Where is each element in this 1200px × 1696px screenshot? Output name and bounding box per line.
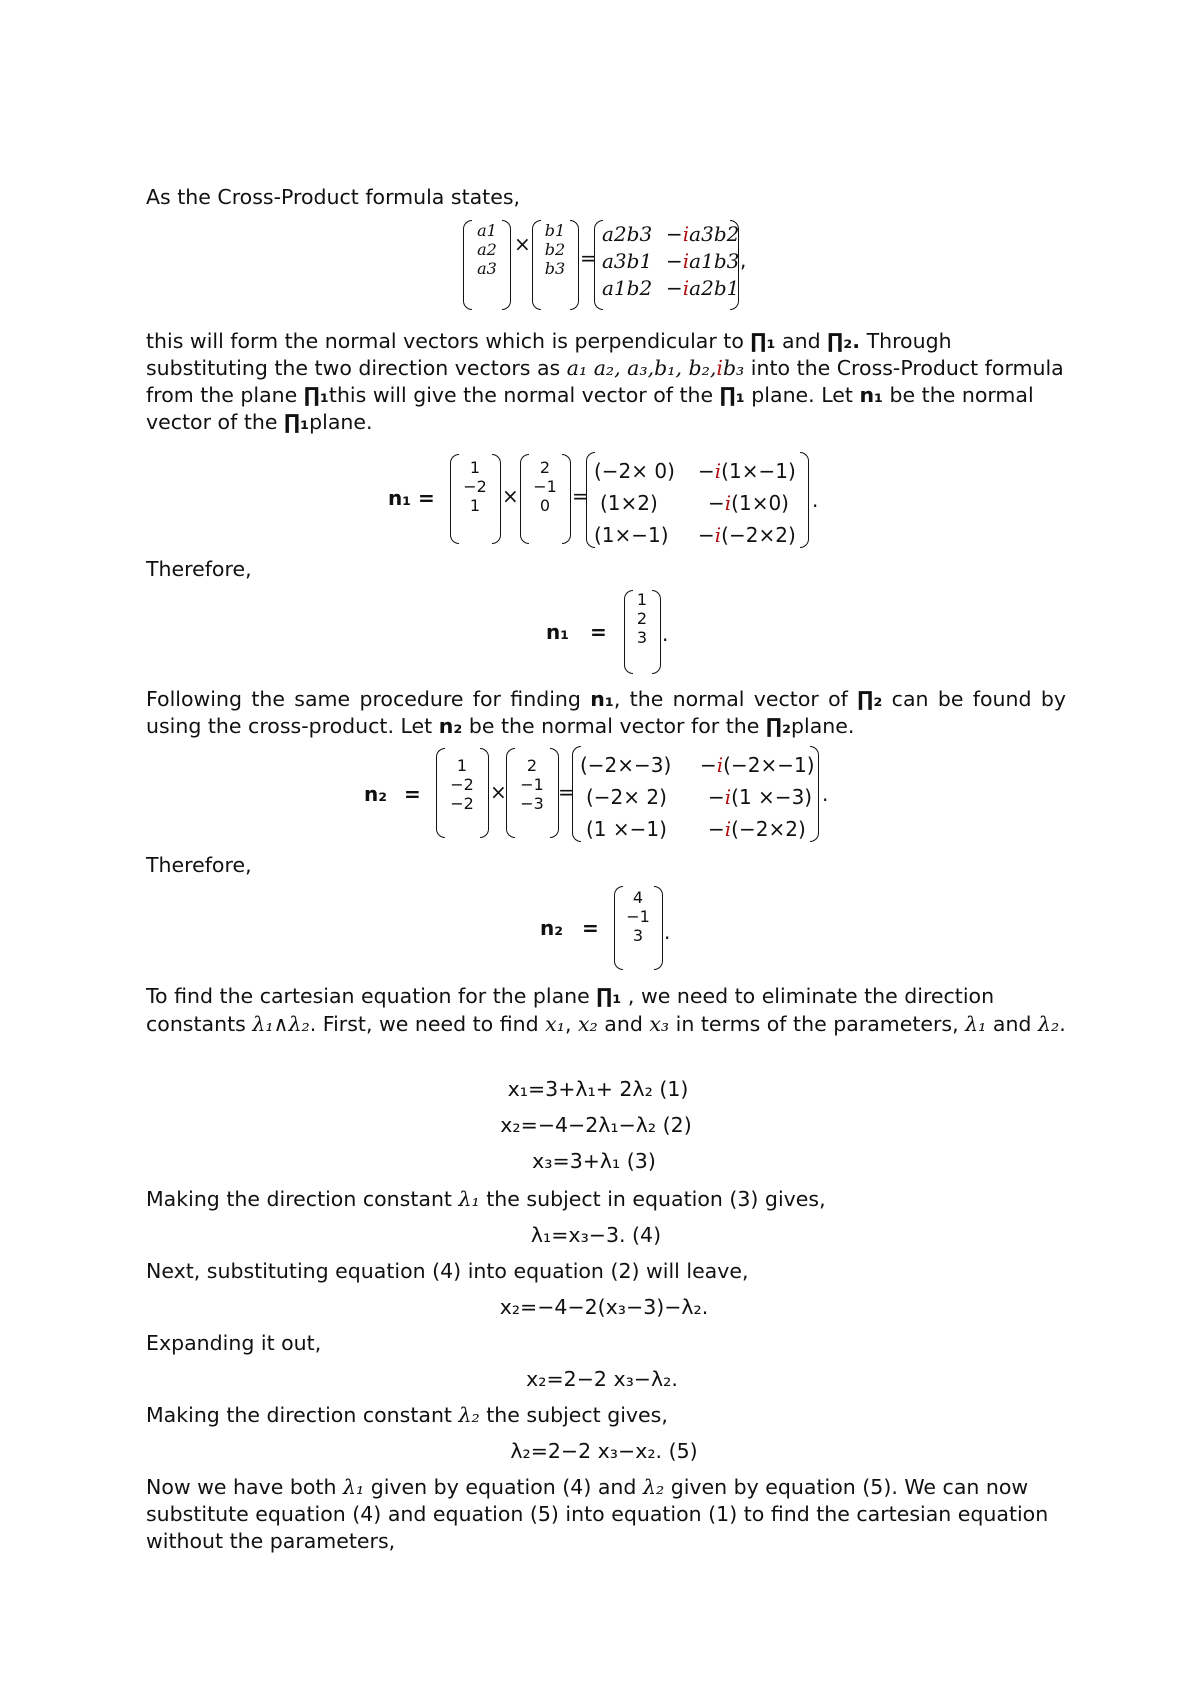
value: 1 [469, 458, 481, 477]
intro-text: As the Cross-Product formula states, [146, 185, 521, 209]
paragraph-lambda1-subject: Making the direction constant λ₁ the subject in equation (3) gives, [146, 1187, 826, 1211]
right-paren [652, 590, 661, 674]
n1-vector [630, 590, 654, 647]
trailing-period: . [812, 488, 819, 512]
value: 3 [632, 926, 644, 945]
result-vector [602, 221, 772, 302]
n1-result-vector [594, 455, 814, 551]
cross-product-formula [460, 218, 760, 318]
therefore-text: Therefore, [146, 853, 252, 877]
equals-symbol: = [580, 246, 597, 270]
vector-a [470, 221, 504, 278]
value: 2 [539, 458, 551, 477]
value: −1 [520, 775, 544, 794]
value: 2 [526, 756, 538, 775]
result-row: (−2×−3) −i(−2×−1) [580, 753, 815, 777]
equals-symbol: = [572, 484, 589, 508]
paragraph-substitute: Next, substituting equation (4) into equation (2) will leave, [146, 1259, 749, 1283]
equation-3: x₃=3+λ₁ (3) [532, 1149, 656, 1173]
equation-5: x₂=−4−2(x₃−3)−λ₂. [499, 1295, 709, 1319]
paragraph-same-procedure: Following the same procedure for finding n₁, the normal vector of ∏₂ can be found by using the cross-product. Let n₂ be the normal vector for the ∏₂plane. [146, 687, 1067, 738]
right-paren [570, 220, 579, 310]
n1-cross-product [388, 452, 828, 552]
value: 3 [636, 628, 648, 647]
right-paren [480, 748, 489, 838]
n1-label: n₁ = [388, 486, 435, 510]
vector-1 [456, 458, 494, 515]
result-row: a3b1 −ia1b3 [602, 249, 740, 273]
times-symbol: × [514, 232, 531, 256]
value: 2 [636, 609, 648, 628]
vector-2 [512, 756, 552, 813]
right-paren [800, 452, 809, 548]
paragraph-cartesian-intro: To find the cartesian equation for the plane ∏₁ , we need to eliminate the direction constants λ₁∧λ₂. First, we need to find x₁, x₂ and x₃ in terms of the parameters, λ₁ and λ₂. [146, 984, 1066, 1036]
equation-2: x₂=−4−2λ₁−λ₂ (2) [500, 1113, 692, 1137]
value: 1 [456, 756, 468, 775]
right-paren [492, 454, 501, 544]
n2-vector [620, 888, 656, 945]
a3: a3 [477, 259, 497, 278]
trailing-comma: , [740, 248, 747, 272]
n2-result [540, 884, 700, 974]
paragraph-expanding: Expanding it out, [146, 1331, 322, 1355]
n1-label: n₁ [546, 620, 569, 644]
right-paren [654, 886, 663, 970]
n2-label: n₂ [364, 782, 387, 806]
trailing-period: . [662, 622, 669, 646]
equation-4: λ₁=x₃−3. (4) [530, 1223, 662, 1247]
value: −2 [450, 794, 474, 813]
value: 4 [632, 888, 644, 907]
b1: b1 [544, 221, 566, 240]
trailing-period: . [822, 782, 829, 806]
n1-result [546, 588, 686, 678]
result-row: a2b3 −ia3b2 [602, 222, 740, 246]
equals-symbol: = [590, 620, 607, 644]
value: −1 [533, 477, 557, 496]
n2-label: n₂ [540, 916, 563, 940]
result-row: (1×−1) −i(−2×2) [594, 523, 796, 547]
result-row: (−2× 0) −i(1×−1) [594, 459, 796, 483]
right-paren [730, 220, 739, 310]
trailing-period: . [664, 920, 671, 944]
vector-2 [526, 458, 564, 515]
therefore-text: Therefore, [146, 557, 252, 581]
right-paren [502, 220, 511, 310]
equals-symbol: = [404, 782, 421, 806]
value: 0 [539, 496, 551, 515]
result-row: (−2× 2) −i(1 ×−3) [586, 785, 813, 809]
result-row: (1×2) −i(1×0) [600, 491, 789, 515]
times-symbol: × [502, 484, 519, 508]
equals-symbol: = [558, 780, 575, 804]
a2: a2 [477, 240, 497, 259]
result-row: a1b2 −ia2b1 [602, 276, 740, 300]
value: −3 [520, 794, 544, 813]
equation-6: x₂=2−2 x₃−λ₂. [526, 1367, 678, 1391]
vector-b [538, 221, 572, 278]
value: 1 [469, 496, 481, 515]
n2-cross-product [364, 746, 844, 846]
value: 1 [636, 590, 648, 609]
vector-1 [442, 756, 482, 813]
b3: b3 [544, 259, 566, 278]
times-symbol: × [490, 780, 507, 804]
a1: a1 [477, 221, 497, 240]
value: −1 [626, 907, 650, 926]
value: −2 [463, 477, 487, 496]
equation-1: x₁=3+λ₁+ 2λ₂ (1) [507, 1077, 689, 1101]
paragraph-lambda2-subject: Making the direction constant λ₂ the subject gives, [146, 1403, 668, 1427]
right-paren [810, 746, 819, 842]
paragraph-perpendicular: this will form the normal vectors which is perpendicular to ∏₁ and ∏₂. Through substituting the two direction vectors as a₁ a₂, a₃,b₁, b₂,ib₃ into the Cross-Product formula from the plane ∏₁this will give the normal vector of the ∏₁ plane. Let n₁ be the normal vector of the ∏₁plane. [146, 329, 1064, 434]
right-paren [562, 454, 571, 544]
n2-result-vector [580, 749, 820, 845]
equals-symbol: = [582, 916, 599, 940]
b2: b2 [544, 240, 566, 259]
result-row: (1 ×−1) −i(−2×2) [586, 817, 806, 841]
value: −2 [450, 775, 474, 794]
paragraph-now-we-have: Now we have both λ₁ given by equation (4) and λ₂ given by equation (5). We can now substitute equation (4) and equation (5) into equation (1) to find the cartesian equation without the parameters, [146, 1475, 1049, 1553]
equation-7: λ₂=2−2 x₃−x₂. (5) [510, 1439, 698, 1463]
